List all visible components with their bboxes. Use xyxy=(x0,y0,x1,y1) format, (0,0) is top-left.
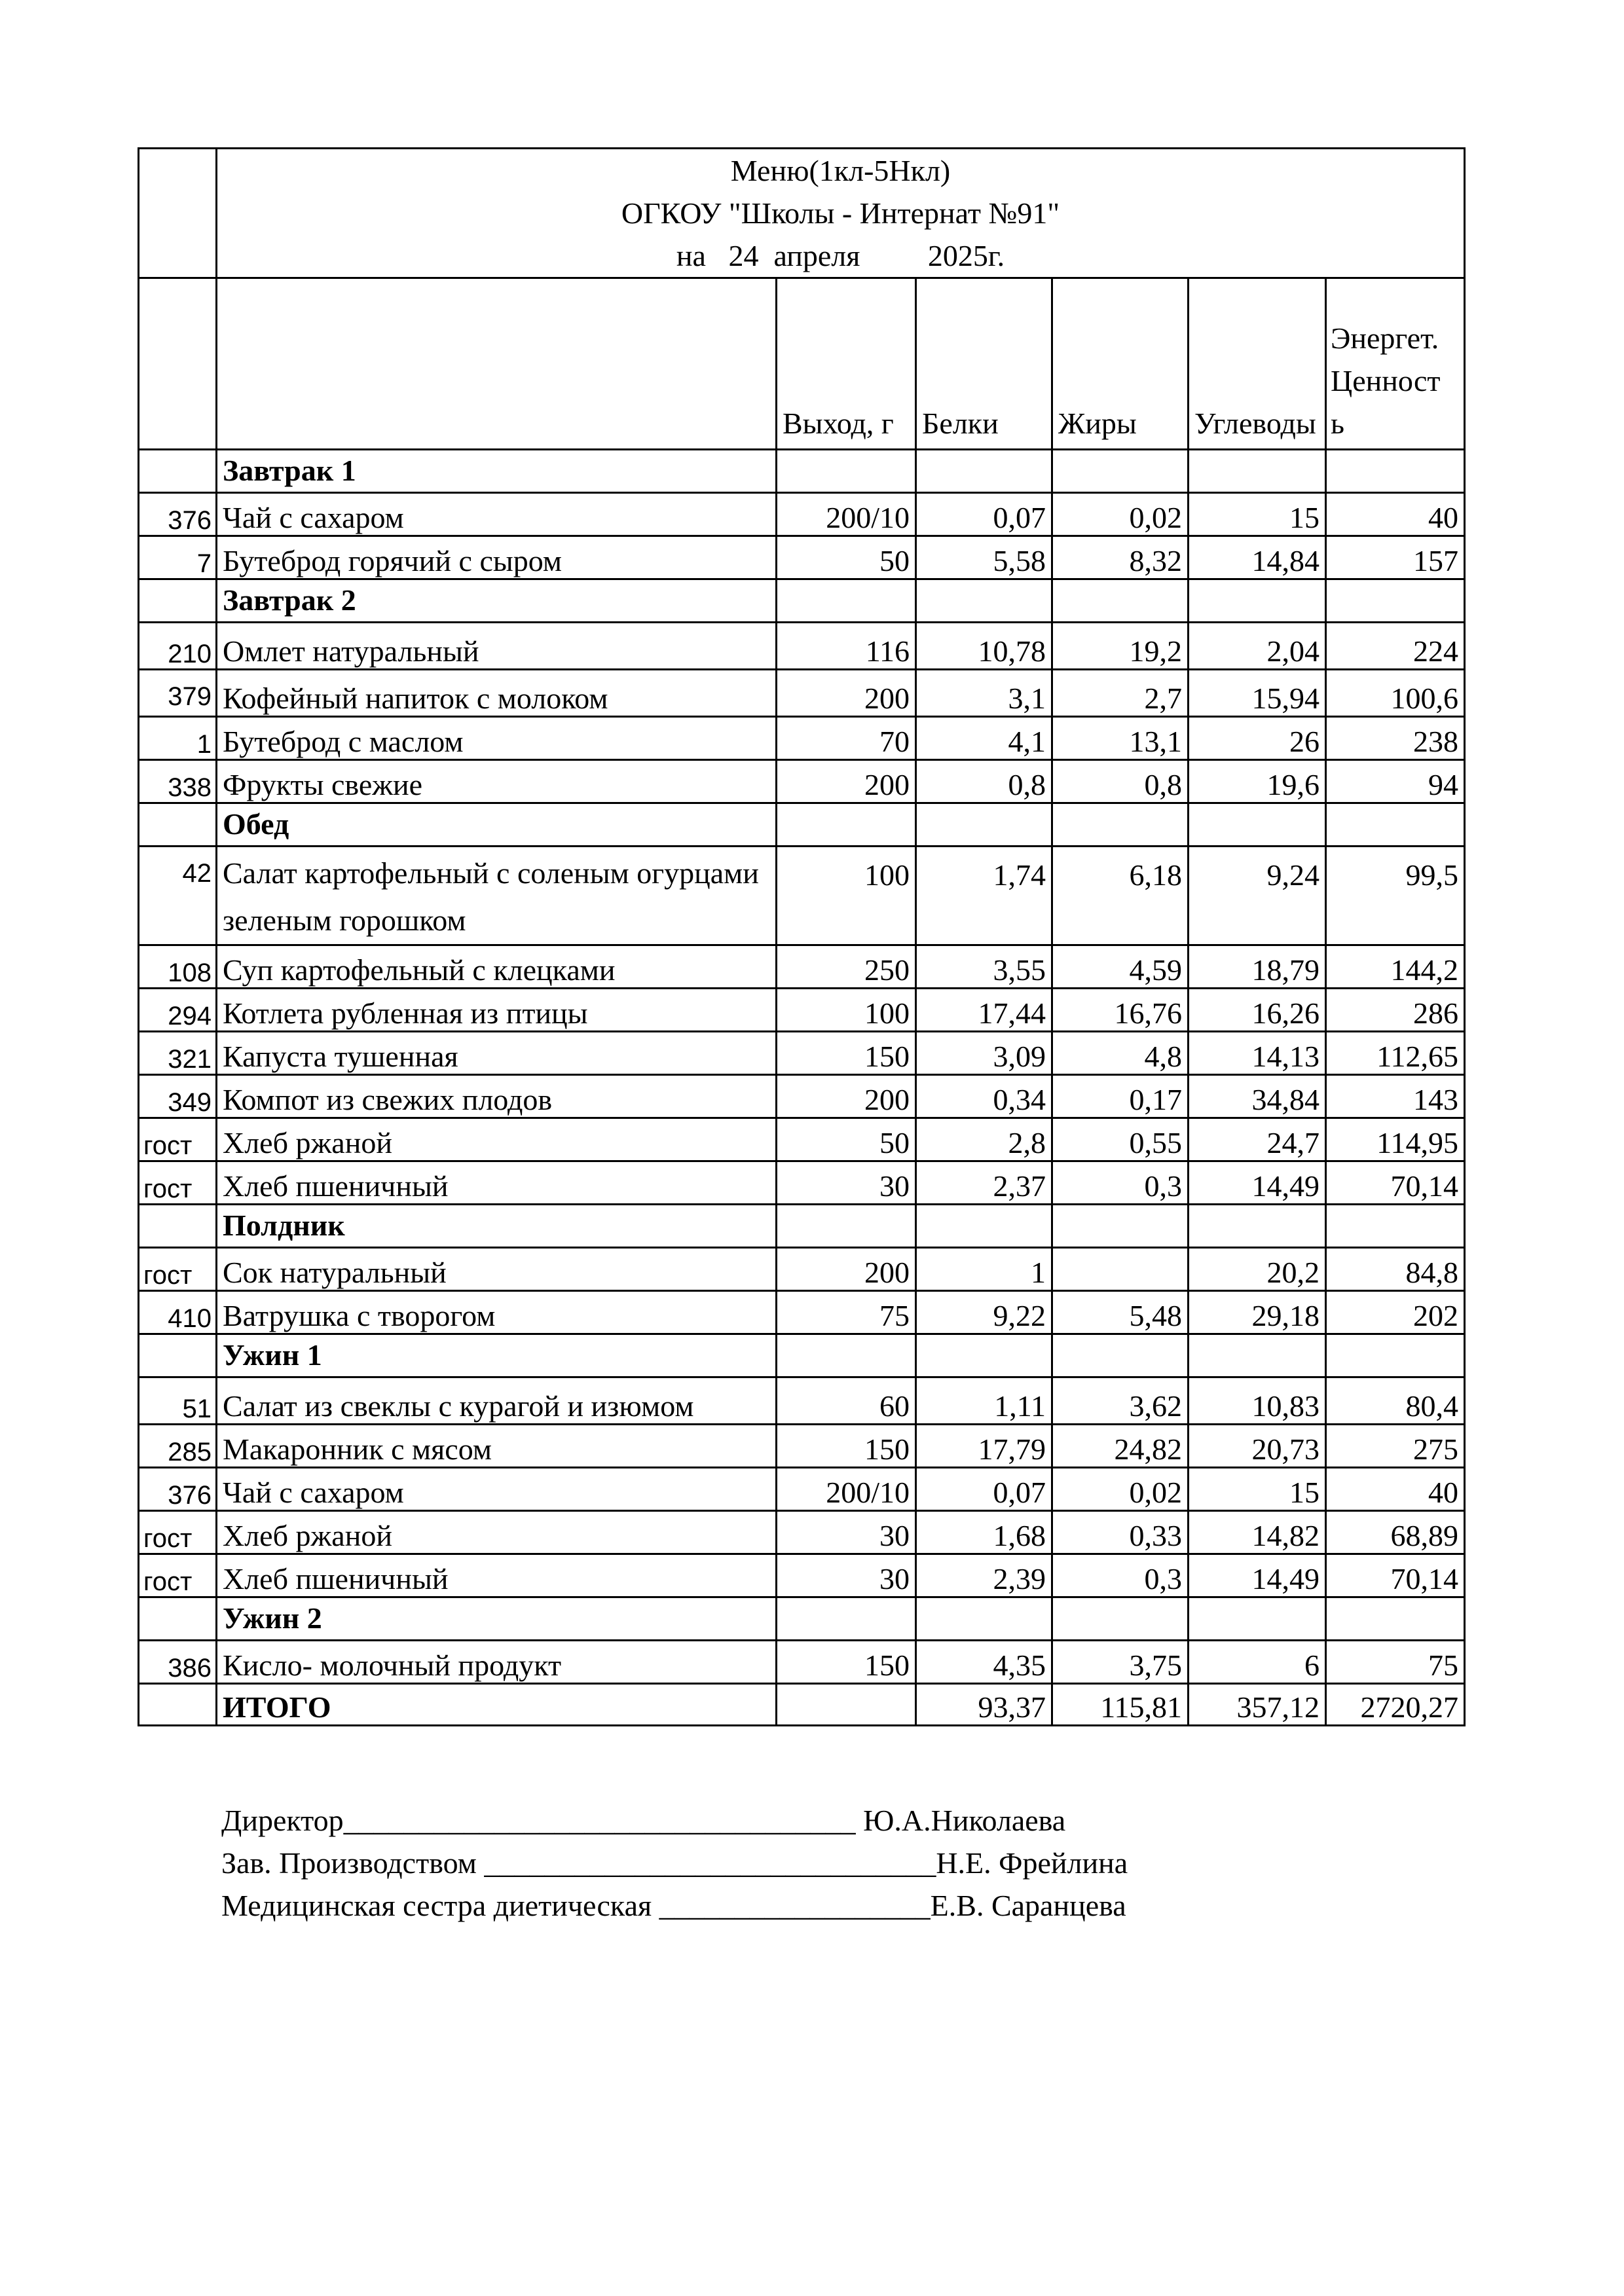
fat-value: 0,3 xyxy=(1052,1554,1189,1597)
fat-value: 3,75 xyxy=(1052,1641,1189,1684)
empty-cell xyxy=(1052,579,1189,623)
dish-name: Капуста тушенная xyxy=(217,1032,777,1075)
total-value: 115,81 xyxy=(1052,1684,1189,1726)
fat-value: 24,82 xyxy=(1052,1425,1189,1468)
total-value: 93,37 xyxy=(916,1684,1052,1726)
empty-cell xyxy=(916,1205,1052,1248)
carb-value: 19,6 xyxy=(1189,760,1326,803)
protein-value: 2,37 xyxy=(916,1161,1052,1205)
empty-cell xyxy=(777,1334,916,1377)
carb-value: 9,24 xyxy=(1189,847,1326,945)
output-value: 75 xyxy=(777,1291,916,1334)
section-row xyxy=(139,1334,1465,1377)
recipe-code: 7 xyxy=(139,536,217,579)
empty-cell xyxy=(777,803,916,847)
fat-value: 2,7 xyxy=(1052,670,1189,717)
carb-value: 15 xyxy=(1189,1468,1326,1511)
empty-cell xyxy=(139,1334,217,1377)
table-row xyxy=(139,847,1465,945)
energy-value: 70,14 xyxy=(1326,1554,1465,1597)
col-energy-line1: Энергет. xyxy=(1331,321,1439,355)
recipe-code: 376 xyxy=(139,1468,217,1511)
col-carbs: Углеводы xyxy=(1189,278,1326,450)
section-title: Завтрак 2 xyxy=(217,579,777,623)
energy-value: 114,95 xyxy=(1326,1118,1465,1161)
dish-name: Кисло- молочный продукт xyxy=(217,1641,777,1684)
carb-value: 2,04 xyxy=(1189,623,1326,670)
carb-value: 15,94 xyxy=(1189,670,1326,717)
dish-name: Чай с сахаром xyxy=(217,493,777,536)
table-row xyxy=(139,1161,1465,1205)
fat-value: 5,48 xyxy=(1052,1291,1189,1334)
energy-value: 70,14 xyxy=(1326,1161,1465,1205)
empty-cell xyxy=(916,803,1052,847)
carb-value: 14,13 xyxy=(1189,1032,1326,1075)
output-value: 150 xyxy=(777,1032,916,1075)
recipe-code: 285 xyxy=(139,1425,217,1468)
energy-value: 238 xyxy=(1326,717,1465,760)
output-value: 50 xyxy=(777,536,916,579)
table-row xyxy=(139,493,1465,536)
empty-cell xyxy=(1052,1597,1189,1641)
carb-value: 34,84 xyxy=(1189,1075,1326,1118)
empty-cell xyxy=(139,803,217,847)
section-title: Завтрак 1 xyxy=(217,450,777,493)
dish-name: Фрукты свежие xyxy=(217,760,777,803)
energy-value: 157 xyxy=(1326,536,1465,579)
col-energy xyxy=(1326,278,1465,450)
energy-value: 275 xyxy=(1326,1425,1465,1468)
carb-value: 14,49 xyxy=(1189,1161,1326,1205)
protein-value: 4,35 xyxy=(916,1641,1052,1684)
carb-value: 18,79 xyxy=(1189,945,1326,989)
output-value: 100 xyxy=(777,989,916,1032)
protein-value: 2,8 xyxy=(916,1118,1052,1161)
signatures xyxy=(221,1799,1128,1927)
table-row xyxy=(139,989,1465,1032)
carb-value: 20,73 xyxy=(1189,1425,1326,1468)
signature-nurse: Медицинская сестра диетическая __________________Е.В. Саранцева xyxy=(221,1889,1126,1922)
dish-name: Бутеброд с маслом xyxy=(217,717,777,760)
table-row xyxy=(139,1425,1465,1468)
dish-name: Омлет натуральный xyxy=(217,623,777,670)
section-row xyxy=(139,1597,1465,1641)
recipe-code: 51 xyxy=(139,1377,217,1425)
recipe-code: 108 xyxy=(139,945,217,989)
empty-cell xyxy=(1326,450,1465,493)
recipe-code: гост xyxy=(139,1161,217,1205)
empty-cell xyxy=(916,579,1052,623)
table-row xyxy=(139,1641,1465,1684)
fat-value: 0,55 xyxy=(1052,1118,1189,1161)
fat-value: 0,33 xyxy=(1052,1511,1189,1554)
table-row xyxy=(139,1075,1465,1118)
energy-value: 75 xyxy=(1326,1641,1465,1684)
menu-title xyxy=(217,149,1465,278)
empty-cell xyxy=(777,450,916,493)
empty-cell xyxy=(777,1684,916,1726)
empty-cell xyxy=(916,1334,1052,1377)
recipe-code: 379 xyxy=(139,670,217,717)
carb-value: 14,84 xyxy=(1189,536,1326,579)
fat-value: 19,2 xyxy=(1052,623,1189,670)
recipe-code: гост xyxy=(139,1511,217,1554)
col-energy-line3: ь xyxy=(1331,407,1344,440)
carb-value: 15 xyxy=(1189,493,1326,536)
protein-value: 3,09 xyxy=(916,1032,1052,1075)
dish-name: Салат из свеклы с курагой и изюмом xyxy=(217,1377,777,1425)
recipe-code: гост xyxy=(139,1118,217,1161)
protein-value: 0,07 xyxy=(916,493,1052,536)
recipe-code: 349 xyxy=(139,1075,217,1118)
title-line-2: ОГКОУ "Школы - Интернат №91" xyxy=(621,196,1060,230)
section-row xyxy=(139,1205,1465,1248)
protein-value: 17,79 xyxy=(916,1425,1052,1468)
recipe-code: 1 xyxy=(139,717,217,760)
carb-value: 26 xyxy=(1189,717,1326,760)
protein-value: 1,68 xyxy=(916,1511,1052,1554)
empty-cell xyxy=(139,1684,217,1726)
empty-cell xyxy=(777,1597,916,1641)
recipe-code: 376 xyxy=(139,493,217,536)
dish-name: Хлеб пшеничный xyxy=(217,1554,777,1597)
energy-value: 112,65 xyxy=(1326,1032,1465,1075)
protein-value: 1,11 xyxy=(916,1377,1052,1425)
empty-cell xyxy=(139,579,217,623)
fat-value xyxy=(1052,1248,1189,1291)
fat-value: 0,3 xyxy=(1052,1161,1189,1205)
section-title: Обед xyxy=(217,803,777,847)
empty-cell xyxy=(1189,450,1326,493)
col-output: Выход, г xyxy=(777,278,916,450)
dish-name: Макаронник с мясом xyxy=(217,1425,777,1468)
empty-cell xyxy=(1052,450,1189,493)
table-row xyxy=(139,1032,1465,1075)
dish-name: Компот из свежих плодов xyxy=(217,1075,777,1118)
fat-value: 0,02 xyxy=(1052,493,1189,536)
recipe-code: 338 xyxy=(139,760,217,803)
dish-name: Чай с сахаром xyxy=(217,1468,777,1511)
output-value: 30 xyxy=(777,1554,916,1597)
table-row xyxy=(139,670,1465,717)
fat-value: 6,18 xyxy=(1052,847,1189,945)
empty-cell xyxy=(777,579,916,623)
energy-value: 68,89 xyxy=(1326,1511,1465,1554)
column-header-row xyxy=(139,278,1465,450)
empty-cell xyxy=(1189,1205,1326,1248)
protein-value: 17,44 xyxy=(916,989,1052,1032)
empty-cell xyxy=(1052,1205,1189,1248)
protein-value: 0,34 xyxy=(916,1075,1052,1118)
carb-value: 24,7 xyxy=(1189,1118,1326,1161)
carb-value: 14,49 xyxy=(1189,1554,1326,1597)
recipe-code: 321 xyxy=(139,1032,217,1075)
recipe-code: 294 xyxy=(139,989,217,1032)
signature-production-head: Зав. Производством ______________________________Н.Е. Фрейлина xyxy=(221,1846,1128,1880)
output-value: 250 xyxy=(777,945,916,989)
protein-value: 3,55 xyxy=(916,945,1052,989)
output-value: 200/10 xyxy=(777,1468,916,1511)
col-fats: Жиры xyxy=(1052,278,1189,450)
energy-value: 80,4 xyxy=(1326,1377,1465,1425)
protein-value: 5,58 xyxy=(916,536,1052,579)
carb-value: 20,2 xyxy=(1189,1248,1326,1291)
empty-cell xyxy=(1326,1597,1465,1641)
recipe-code: 42 xyxy=(139,847,217,945)
output-value: 30 xyxy=(777,1511,916,1554)
energy-value: 202 xyxy=(1326,1291,1465,1334)
fat-value: 4,59 xyxy=(1052,945,1189,989)
dish-name: Котлета рубленная из птицы xyxy=(217,989,777,1032)
table-row xyxy=(139,717,1465,760)
protein-value: 2,39 xyxy=(916,1554,1052,1597)
empty-cell xyxy=(1326,1205,1465,1248)
protein-value: 0,8 xyxy=(916,760,1052,803)
carb-value: 16,26 xyxy=(1189,989,1326,1032)
recipe-code: 410 xyxy=(139,1291,217,1334)
recipe-code: гост xyxy=(139,1248,217,1291)
protein-value: 0,07 xyxy=(916,1468,1052,1511)
empty-cell xyxy=(1189,1334,1326,1377)
energy-value: 99,5 xyxy=(1326,847,1465,945)
corner-cell xyxy=(139,149,217,278)
fat-value: 16,76 xyxy=(1052,989,1189,1032)
empty-cell xyxy=(1052,803,1189,847)
output-value: 200/10 xyxy=(777,493,916,536)
table-row xyxy=(139,1377,1465,1425)
output-value: 50 xyxy=(777,1118,916,1161)
energy-value: 40 xyxy=(1326,493,1465,536)
dish-name: Салат картофельный с соленым огурцами зеленым горошком xyxy=(217,847,777,945)
energy-value: 143 xyxy=(1326,1075,1465,1118)
table-row xyxy=(139,1554,1465,1597)
recipe-code: гост xyxy=(139,1554,217,1597)
energy-value: 94 xyxy=(1326,760,1465,803)
empty-cell xyxy=(139,450,217,493)
output-value: 30 xyxy=(777,1161,916,1205)
output-value: 150 xyxy=(777,1425,916,1468)
empty-cell xyxy=(916,1597,1052,1641)
dish-name: Хлеб ржаной xyxy=(217,1511,777,1554)
dish-name: Ватрушка с творогом xyxy=(217,1291,777,1334)
table-row xyxy=(139,536,1465,579)
energy-value: 40 xyxy=(1326,1468,1465,1511)
title-line-3: на 24 апреля 2025г. xyxy=(676,239,1005,272)
recipe-code: 386 xyxy=(139,1641,217,1684)
table-row xyxy=(139,623,1465,670)
output-value: 60 xyxy=(777,1377,916,1425)
section-title: Ужин 1 xyxy=(217,1334,777,1377)
col-energy-line2: Ценност xyxy=(1331,364,1441,397)
empty-cell xyxy=(1189,1597,1326,1641)
dish-name: Бутеброд горячий с сыром xyxy=(217,536,777,579)
energy-value: 100,6 xyxy=(1326,670,1465,717)
protein-value: 1 xyxy=(916,1248,1052,1291)
carb-value: 14,82 xyxy=(1189,1511,1326,1554)
fat-value: 4,8 xyxy=(1052,1032,1189,1075)
recipe-code: 210 xyxy=(139,623,217,670)
protein-value: 10,78 xyxy=(916,623,1052,670)
fat-value: 0,8 xyxy=(1052,760,1189,803)
table-row xyxy=(139,760,1465,803)
energy-value: 144,2 xyxy=(1326,945,1465,989)
output-value: 200 xyxy=(777,670,916,717)
dish-name: Хлеб пшеничный xyxy=(217,1161,777,1205)
energy-value: 84,8 xyxy=(1326,1248,1465,1291)
section-row xyxy=(139,803,1465,847)
total-row xyxy=(139,1684,1465,1726)
output-value: 200 xyxy=(777,760,916,803)
empty-cell xyxy=(1052,1334,1189,1377)
energy-value: 286 xyxy=(1326,989,1465,1032)
empty-cell xyxy=(916,450,1052,493)
table-row xyxy=(139,1291,1465,1334)
total-label: ИТОГО xyxy=(217,1684,777,1726)
fat-value: 8,32 xyxy=(1052,536,1189,579)
protein-value: 1,74 xyxy=(916,847,1052,945)
dish-name: Хлеб ржаной xyxy=(217,1118,777,1161)
carb-value: 29,18 xyxy=(1189,1291,1326,1334)
output-value: 150 xyxy=(777,1641,916,1684)
empty-cell xyxy=(1326,579,1465,623)
section-title: Полдник xyxy=(217,1205,777,1248)
total-value: 2720,27 xyxy=(1326,1684,1465,1726)
total-value: 357,12 xyxy=(1189,1684,1326,1726)
table-row xyxy=(139,1118,1465,1161)
signature-director: Директор__________________________________ Ю.А.Николаева xyxy=(221,1804,1066,1837)
protein-value: 9,22 xyxy=(916,1291,1052,1334)
menu-table xyxy=(138,147,1466,1726)
output-value: 200 xyxy=(777,1075,916,1118)
output-value: 116 xyxy=(777,623,916,670)
fat-value: 0,17 xyxy=(1052,1075,1189,1118)
fat-value: 13,1 xyxy=(1052,717,1189,760)
fat-value: 3,62 xyxy=(1052,1377,1189,1425)
dish-name: Сок натуральный xyxy=(217,1248,777,1291)
section-title: Ужин 2 xyxy=(217,1597,777,1641)
empty-cell xyxy=(139,1205,217,1248)
empty-cell xyxy=(1326,803,1465,847)
carb-value: 10,83 xyxy=(1189,1377,1326,1425)
table-row xyxy=(139,945,1465,989)
empty-cell xyxy=(1326,1334,1465,1377)
table-row xyxy=(139,1248,1465,1291)
col-proteins: Белки xyxy=(916,278,1052,450)
empty-cell xyxy=(777,1205,916,1248)
protein-value: 3,1 xyxy=(916,670,1052,717)
protein-value: 4,1 xyxy=(916,717,1052,760)
table-row xyxy=(139,1468,1465,1511)
table-row xyxy=(139,1511,1465,1554)
empty-cell xyxy=(139,1597,217,1641)
empty-cell xyxy=(1189,803,1326,847)
fat-value: 0,02 xyxy=(1052,1468,1189,1511)
dish-name: Кофейный напиток с молоком xyxy=(217,670,777,717)
dish-name: Суп картофельный с клецками xyxy=(217,945,777,989)
section-row xyxy=(139,579,1465,623)
energy-value: 224 xyxy=(1326,623,1465,670)
section-row xyxy=(139,450,1465,493)
title-row xyxy=(139,149,1465,278)
carb-value: 6 xyxy=(1189,1641,1326,1684)
empty-cell xyxy=(1189,579,1326,623)
output-value: 70 xyxy=(777,717,916,760)
output-value: 100 xyxy=(777,847,916,945)
title-line-1: Меню(1кл-5Нкл) xyxy=(730,154,951,187)
output-value: 200 xyxy=(777,1248,916,1291)
